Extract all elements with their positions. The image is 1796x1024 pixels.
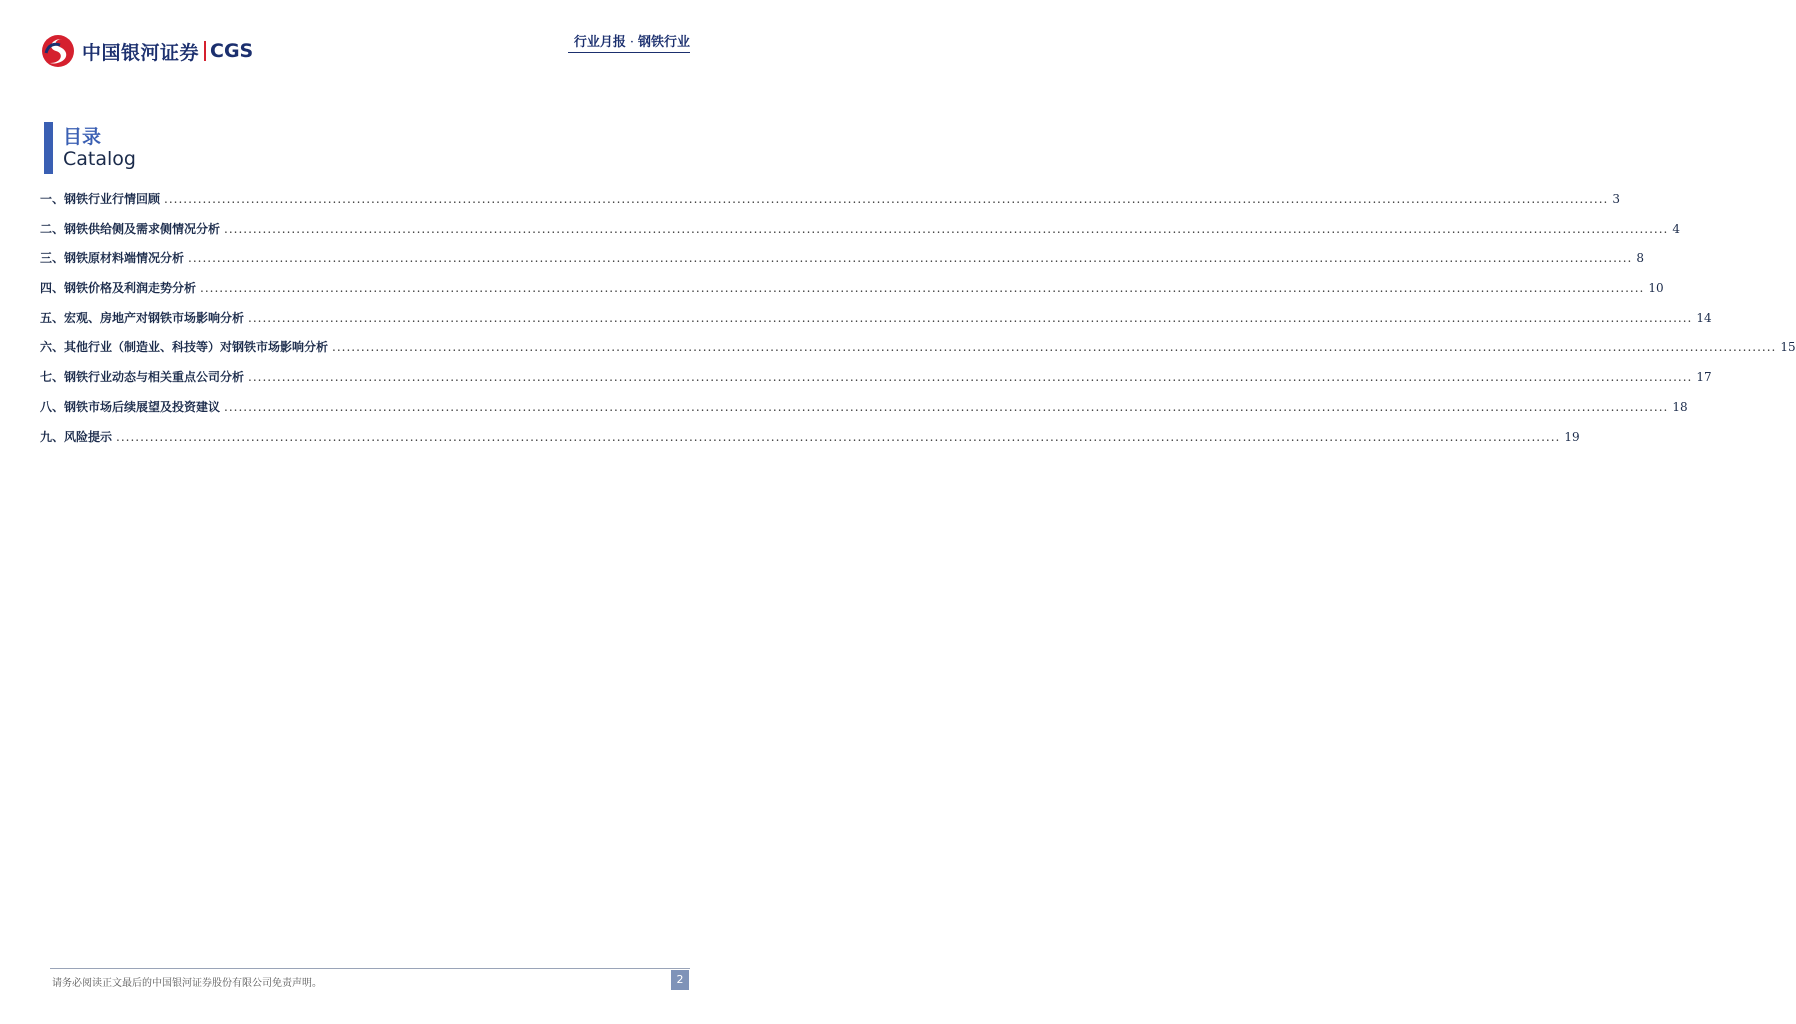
toc-page[interactable]: 8 [1636, 251, 1645, 266]
toc-number: 五、 [40, 310, 65, 325]
logo-english-name: CGS [210, 40, 254, 62]
toc-number: 九、 [40, 429, 65, 444]
toc-entry[interactable] [40, 220, 1681, 250]
header-rule [568, 52, 690, 53]
page-number: 2 [671, 970, 689, 990]
report-category [574, 31, 690, 50]
company-logo [40, 33, 253, 69]
toc-title[interactable]: 钢铁行业动态与相关重点公司分析 [64, 370, 245, 385]
toc-leader-dots: ............................................................................................................................................................................................................................................................................................................ [224, 221, 1669, 236]
toc-entry[interactable] [40, 309, 1712, 339]
logo-chinese-name: 中国银河证券 [82, 41, 200, 64]
toc-entry[interactable] [40, 428, 1580, 458]
toc-number: 四、 [40, 281, 65, 296]
toc-number: 一、 [40, 192, 65, 206]
toc-number: 七、 [40, 370, 65, 385]
toc-leader-dots: ............................................................................................................................................................................................................................................................................................................ [164, 192, 1609, 206]
page-header [0, 0, 724, 80]
toc-number: 八、 [40, 399, 65, 414]
toc-title[interactable]: 钢铁供给侧及需求侧情况分析 [64, 221, 221, 236]
toc-page[interactable]: 19 [1564, 429, 1580, 444]
toc-leader-dots: ............................................................................................................................................................................................................................................................................................................ [188, 251, 1633, 266]
table-of-contents [40, 190, 1796, 457]
toc-page[interactable]: 17 [1696, 370, 1712, 385]
toc-page[interactable]: 10 [1648, 281, 1664, 296]
toc-page[interactable]: 15 [1780, 340, 1796, 355]
toc-title[interactable]: 钢铁市场后续展望及投资建议 [64, 399, 221, 414]
toc-number: 二、 [40, 221, 65, 236]
toc-page[interactable]: 18 [1672, 399, 1688, 414]
toc-title[interactable]: 宏观、房地产对钢铁市场影响分析 [64, 310, 245, 325]
industry-name: 钢铁行业 [637, 35, 690, 50]
toc-number: 三、 [40, 251, 65, 266]
toc-page[interactable]: 3 [1612, 192, 1621, 206]
toc-title[interactable]: 钢铁行业行情回顾 [64, 192, 161, 206]
toc-entry[interactable] [40, 249, 1645, 279]
toc-leader-dots: ............................................................................................................................................................................................................................................................................................................ [116, 429, 1561, 444]
toc-title[interactable]: 钢铁价格及利润走势分析 [64, 281, 197, 296]
cgs-logo-icon [40, 33, 76, 69]
toc-entry[interactable] [40, 190, 1621, 220]
toc-title[interactable]: 风险提示 [64, 429, 113, 444]
toc-leader-dots: ............................................................................................................................................................................................................................................................................................................ [200, 281, 1645, 296]
toc-entry[interactable] [40, 368, 1712, 398]
catalog-title: 目录 [63, 126, 102, 148]
toc-leader-dots: ............................................................................................................................................................................................................................................................................................................ [224, 399, 1669, 414]
toc-title[interactable]: 钢铁原材料端情况分析 [64, 251, 185, 266]
toc-entry[interactable] [40, 338, 1796, 368]
toc-entry[interactable] [40, 279, 1664, 309]
toc-page[interactable]: 14 [1696, 310, 1712, 325]
toc-leader-dots: ............................................................................................................................................................................................................................................................................................................ [248, 370, 1693, 385]
catalog-subtitle: Catalog [63, 148, 136, 170]
footer-disclaimer: 请务必阅读正文最后的中国银河证券股份有限公司免责声明。 [52, 978, 322, 989]
logo-divider [204, 41, 206, 61]
report-type: 行业月报 [573, 35, 626, 50]
catalog-accent-bar [44, 122, 53, 174]
toc-page[interactable]: 4 [1672, 221, 1681, 236]
toc-entry[interactable] [40, 398, 1688, 428]
footer-rule [50, 968, 690, 969]
toc-title[interactable]: 其他行业（制造业、科技等）对钢铁市场影响分析 [64, 340, 329, 355]
toc-number: 六、 [40, 340, 65, 355]
header-separator: · [629, 35, 634, 50]
toc-leader-dots: ............................................................................................................................................................................................................................................................................................................ [332, 340, 1777, 355]
toc-leader-dots: ............................................................................................................................................................................................................................................................................................................ [248, 310, 1693, 325]
